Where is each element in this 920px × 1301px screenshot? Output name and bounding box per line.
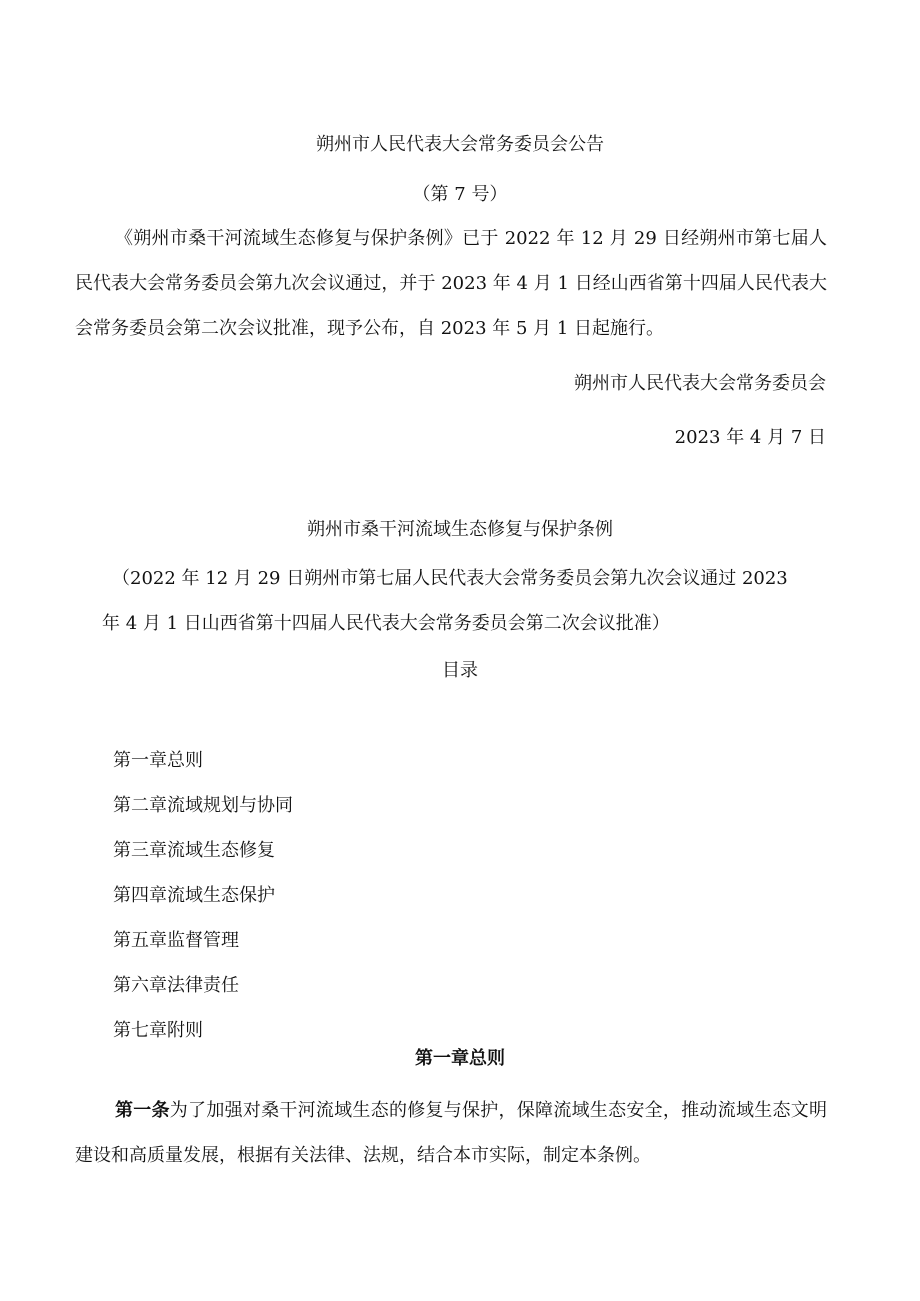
article-1: [75, 1088, 827, 1178]
notice-number: （第 7 号）: [412, 184, 508, 205]
notice-date: 2023 年 4 月 7 日: [674, 427, 826, 448]
toc-item-chapter-4[interactable]: 第四章流域生态保护: [113, 885, 275, 906]
notice-title: 朔州市人民代表大会常务委员会公告: [316, 134, 604, 155]
article-1-label: 第一条: [115, 1100, 170, 1121]
notice-signer: 朔州市人民代表大会常务委员会: [574, 373, 826, 394]
notice-body: 《朔州市桑干河流域生态修复与保护条例》已于 2022 年 12 月 29 日经朔州市第七届人民代表大会常务委员会第九次会议通过，并于 2023 年 4 月 1 日经山西省第十四届人民代表大会常务委员会第二次会议批准，现予公布，自 2023 年 5 月 1 日起施行。: [75, 228, 827, 339]
adoption-note-line-2: 年 4 月 1 日山西省第十四届人民代表大会常务委员会第二次会议批准）: [102, 613, 670, 634]
toc-item-chapter-2[interactable]: 第二章流域规划与协同: [113, 795, 293, 816]
chapter-1-heading: 第一章总则: [415, 1048, 505, 1069]
toc-item-chapter-7[interactable]: 第七章附则: [113, 1020, 203, 1041]
toc-item-chapter-3[interactable]: 第三章流域生态修复: [113, 840, 275, 861]
toc-item-chapter-1[interactable]: 第一章总则: [113, 750, 203, 771]
article-1-text: 为了加强对桑干河流域生态的修复与保护，保障流域生态安全，推动流域生态文明建设和高质量发展，根据有关法律、法规，结合本市实际，制定本条例。: [75, 1100, 828, 1166]
toc-heading: 目录: [442, 660, 478, 681]
toc-item-chapter-6[interactable]: 第六章法律责任: [113, 975, 239, 996]
regulation-title: 朔州市桑干河流域生态修复与保护条例: [307, 519, 613, 540]
toc-item-chapter-5[interactable]: 第五章监督管理: [113, 930, 239, 951]
adoption-note-line-1: （2022 年 12 月 29 日朔州市第七届人民代表大会常务委员会第九次会议通过 2023: [112, 568, 788, 589]
